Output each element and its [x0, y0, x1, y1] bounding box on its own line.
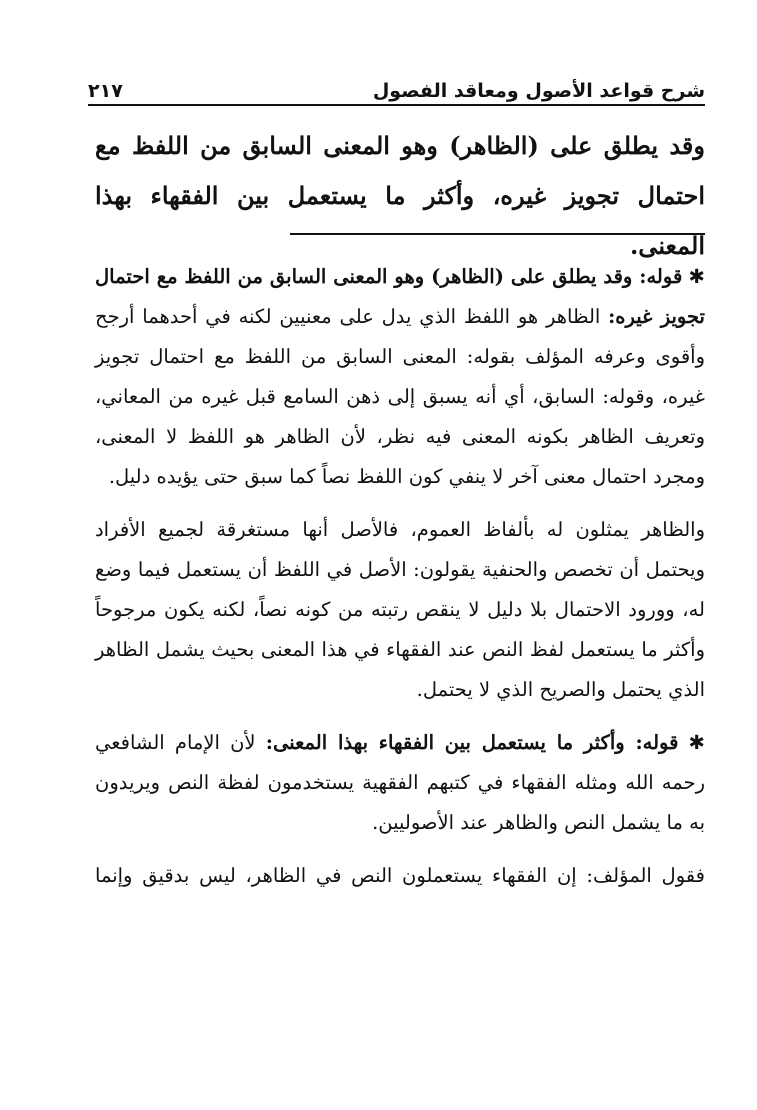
running-title: شرح قواعد الأصول ومعاقد الفصول	[372, 80, 705, 102]
paragraph-text: الظاهر هو اللفظ الذي يدل على معنيين لكنه في أحدهما أرجح وأقوى وعرفه المؤلف بقوله: المعنى السابق من اللفظ مع احتمال تجويز غيره، وقوله: السابق، أي أنه يسبق إلى ذهن السامع قبل غيره من المعاني، وتعريف الظاهر بكونه المعنى فيه نظر، لأن الظاهر هو اللفظ لا المعنى، ومجرد احتمال معنى آخر لا ينفي كون اللفظ نصاً كما سبق حتى يؤيده دليل.	[95, 305, 705, 488]
commentary-paragraph-1	[95, 257, 705, 497]
commentary	[95, 257, 705, 909]
running-head	[88, 72, 705, 102]
section-divider	[290, 233, 705, 235]
star-marker: ✱	[688, 731, 706, 754]
star-marker: ✱	[688, 265, 706, 288]
quoted-lead: قوله: وقد يطلق على (الظاهر) وهو المعنى السابق من اللفظ مع احتمال تجويز غيره:	[95, 265, 705, 328]
commentary-paragraph-3	[95, 723, 705, 843]
paragraph-text: لأن الإمام الشافعي رحمه الله ومثله الفقهاء في كتبهم الفقهية يستخدمون لفظة النص ويريدون به ما يشمل النص والظاهر عند الأصوليين.	[95, 731, 705, 834]
main-text: وقد يطلق على (الظاهر) وهو المعنى السابق من اللفظ مع احتمال تجويز غيره، وأكثر ما يستعمل بين الفقهاء بهذا المعنى.	[95, 131, 705, 260]
page-number: ٢١٧	[88, 80, 123, 102]
commentary-paragraph-4: فقول المؤلف: إن الفقهاء يستعملون النص في الظاهر، ليس بدقيق وإنما	[95, 864, 705, 887]
header-rule	[88, 104, 705, 106]
quoted-lead: قوله: وأكثر ما يستعمل بين الفقهاء بهذا المعنى:	[265, 731, 679, 754]
commentary-paragraph-2: والظاهر يمثلون له بألفاظ العموم، فالأصل أنها مستغرقة لجميع الأفراد ويحتمل أن تخصص والحنفية يقولون: الأصل في اللفظ أن يستعمل فيما وضع له، وورود الاحتمال بلا دليل لا ينقص رتبته من كونه نصاً، لكنه يكون مرجوحاً وأكثر ما يستعمل لفظ النص عند الفقهاء في هذا المعنى بحيث يشمل الظاهر الذي يحتمل والصريح الذي لا يحتمل.	[95, 518, 705, 701]
